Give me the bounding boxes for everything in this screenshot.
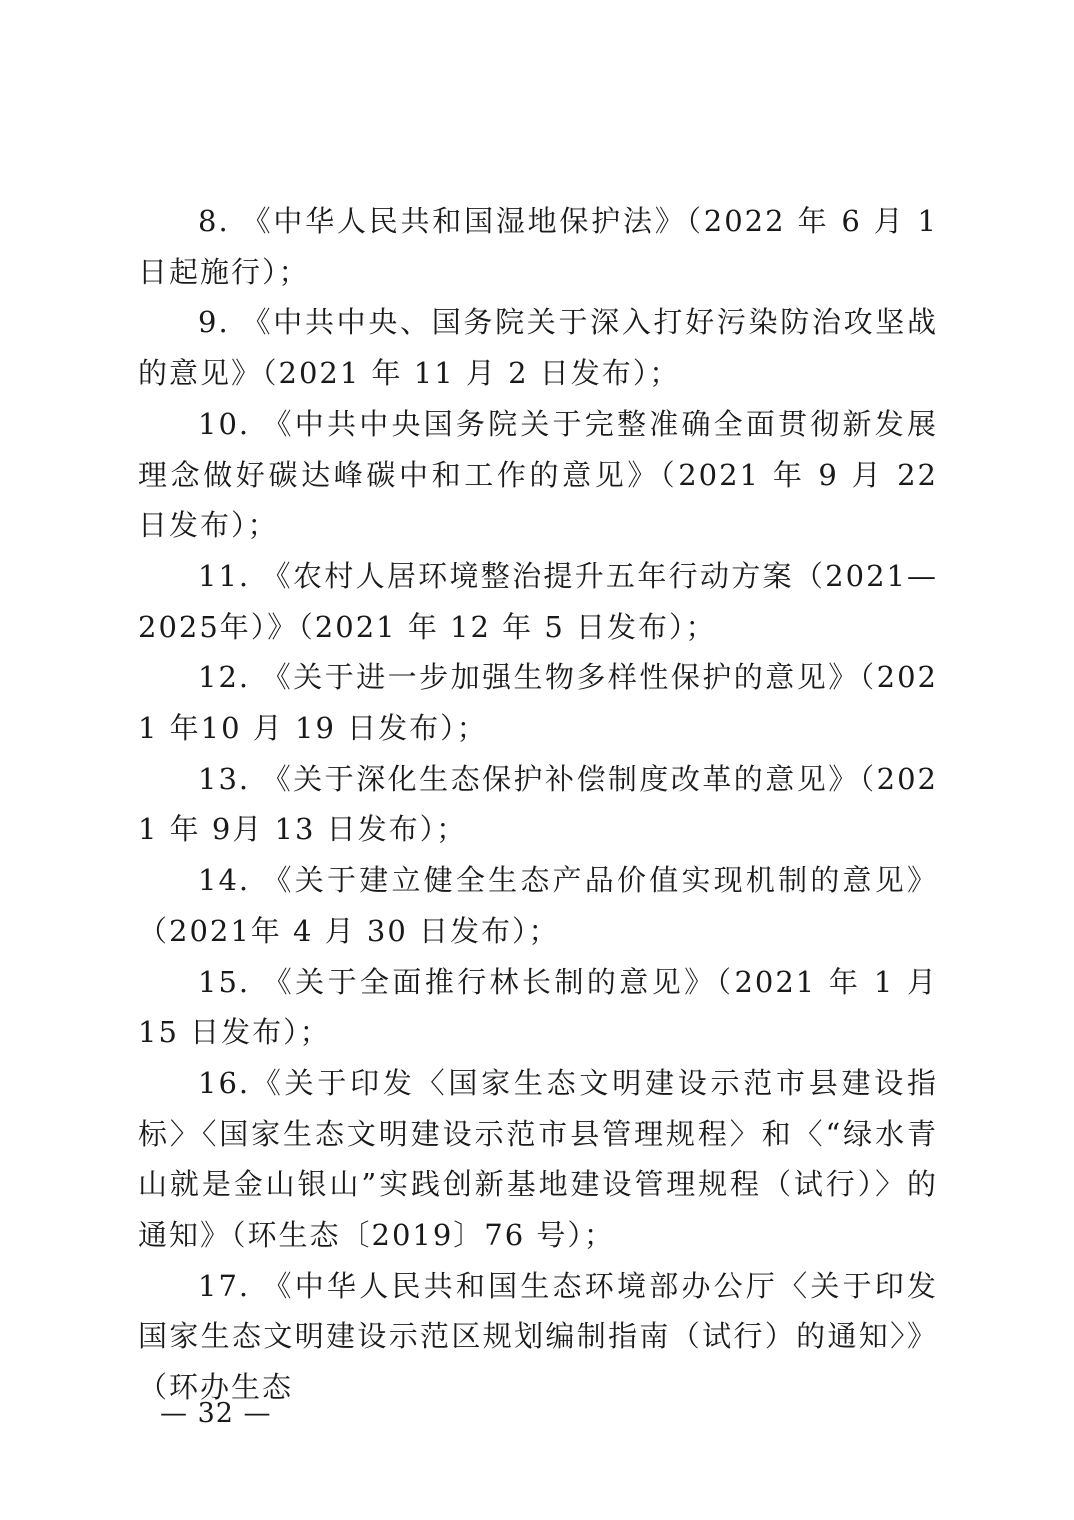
list-item-9: 9. 《中共中央、国务院关于深入打好污染防治攻坚战的意见》（2021 年 11 月 2 日发布）；	[138, 305, 938, 391]
list-item-10: 10. 《中共中央国务院关于完整准确全面贯彻新发展理念做好碳达峰碳中和工作的意见》（2021 年 9 月 22 日发布）；	[138, 406, 938, 543]
regulation-list	[138, 196, 938, 1413]
list-item-16: 16.《关于印发〈国家生态文明建设示范市县建设指标〉〈国家生态文明建设示范市县管理规程〉和〈“绿水青山就是金山银山”实践创新基地建设管理规程（试行）〉的通知》（环生态〔2019〕76 号）；	[138, 1065, 938, 1253]
list-item-12: 12. 《关于进一步加强生物多样性保护的意见》（2021 年10 月 19 日发布）；	[138, 660, 938, 746]
list-item-15: 15. 《关于全面推行林长制的意见》（2021 年 1 月 15 日发布）；	[138, 964, 938, 1050]
list-item-17: 17. 《中华人民共和国生态环境部办公厅〈关于印发国家生态文明建设示范区规划编制指南（试行）的通知〉》（环办生态	[138, 1268, 938, 1405]
list-item-11: 11. 《农村人居环境整治提升五年行动方案（2021—2025年）》（2021 年 12 年 5 日发布）；	[138, 558, 938, 644]
page-number: — 32 —	[160, 1398, 272, 1429]
list-item-14: 14. 《关于建立健全生态产品价值实现机制的意见》（2021年 4 月 30 日发布）；	[138, 863, 938, 948]
list-item-13: 13. 《关于深化生态保护补偿制度改革的意见》（2021 年 9月 13 日发布）；	[138, 761, 938, 847]
list-item-8: 8. 《中华人民共和国湿地保护法》（2022 年 6 月 1 日起施行）；	[138, 204, 938, 289]
